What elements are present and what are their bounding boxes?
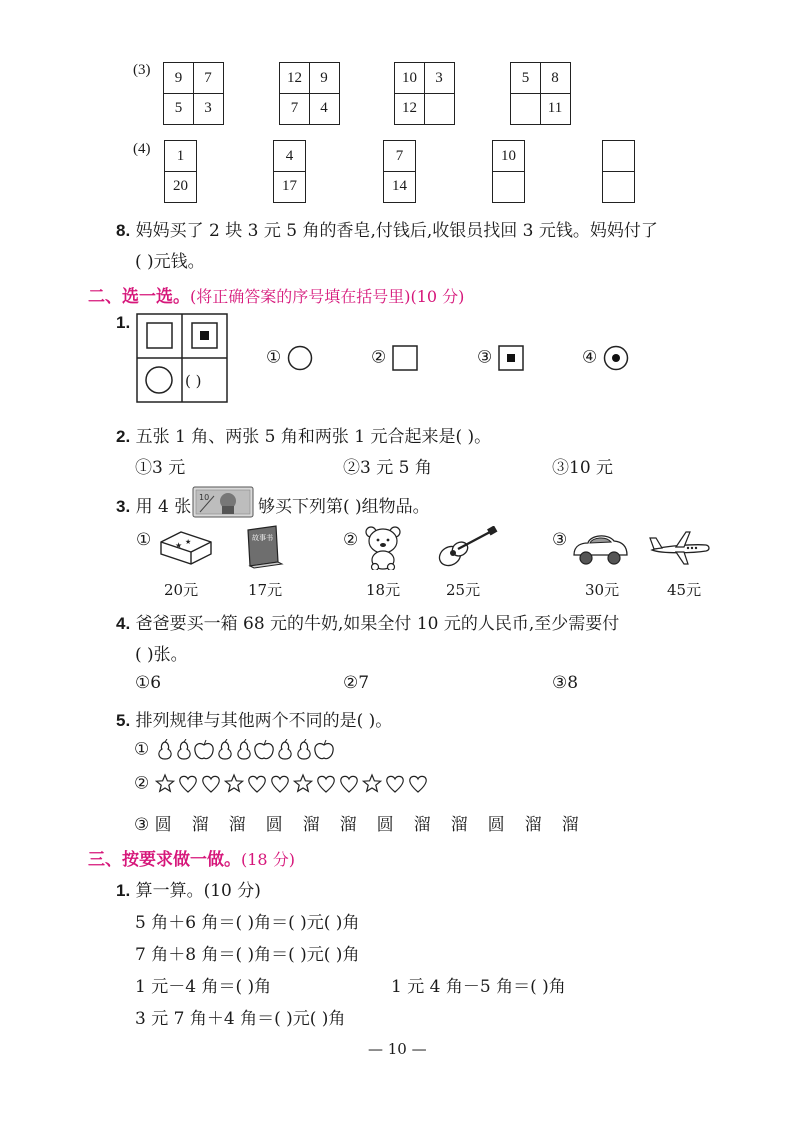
s2q1-number: 1. — [116, 313, 131, 332]
s2q2-text: 五张 1 角、两张 5 角和两张 1 元合起来是( )。 — [135, 427, 492, 447]
s2q4-option-2: ②7 — [343, 673, 370, 693]
group-3-marker: ③ — [552, 530, 568, 550]
s2q2-option-2: ②3 元 5 角 — [343, 458, 432, 478]
apple-icon — [255, 740, 273, 759]
grid-cell: 12 — [279, 62, 310, 94]
svg-text:★: ★ — [175, 541, 183, 550]
s2q1-blank: ( ) — [185, 372, 202, 390]
s2q4-option-1: ①6 — [135, 673, 162, 693]
pear-icon — [238, 739, 250, 759]
s2q2-option-3: ③10 元 — [552, 458, 614, 478]
s2q3-text-before: 用 4 张 — [135, 497, 192, 517]
grid-cell: 12 — [394, 93, 425, 125]
s2q4-text: 爸爸要买一箱 68 元的牛奶,如果全付 10 元的人民币,至少需要付 — [135, 614, 620, 634]
s2q3-number: 3. — [116, 497, 131, 516]
page-number: — 10 — — [368, 1040, 427, 1058]
char-pattern — [155, 815, 599, 835]
pattern-char: 圆 — [265, 815, 283, 835]
grid-cell — [424, 93, 455, 125]
svg-text:★: ★ — [185, 538, 192, 546]
pattern-char: 溜 — [302, 815, 320, 835]
price-pencil-box: 20元 — [164, 581, 199, 599]
pattern-char: 溜 — [228, 815, 246, 835]
apple-icon — [195, 740, 213, 759]
pattern-char: 圆 — [487, 815, 505, 835]
s2q4-option-3: ③8 — [552, 673, 579, 693]
pear-icon — [178, 739, 190, 759]
s2q2-number: 2. — [116, 427, 131, 446]
s3q1-line-1: 5 角＋6 角＝( )角＝( )元( )角 — [135, 913, 360, 933]
storybook-icon — [240, 524, 286, 570]
s2q2-question — [116, 422, 491, 447]
price-guitar: 25元 — [446, 581, 481, 599]
option-marker: ② — [371, 347, 387, 368]
pattern-char: 溜 — [450, 815, 468, 835]
s3q1-line-3: 1 元－4 角＝( )角 — [135, 977, 272, 997]
heart-icon — [202, 776, 218, 792]
grid-cell: 5 — [510, 62, 541, 94]
pear-icon — [159, 739, 171, 759]
column-cell: 7 — [383, 140, 416, 172]
pattern-char: 圆 — [154, 815, 172, 835]
option-marker: ① — [134, 739, 150, 760]
square-icon — [392, 345, 418, 371]
q8-number: 8. — [116, 221, 131, 240]
heart-icon — [271, 776, 287, 792]
grid-cell: 3 — [424, 62, 455, 94]
heart-icon — [340, 776, 356, 792]
grid-cell: 11 — [540, 93, 571, 125]
ten-yuan-banknote-icon — [192, 486, 254, 518]
s2q5-option-3 — [134, 810, 599, 835]
s2q3-question — [116, 492, 191, 517]
price-airplane: 45元 — [667, 581, 702, 599]
s2q1-option-4 — [582, 345, 629, 371]
heart-icon — [248, 776, 264, 792]
column-cell: 14 — [383, 171, 416, 203]
s2q1-option-2 — [371, 345, 418, 371]
section3-title: 三、按要求做一做。 — [88, 850, 241, 870]
option-marker: ④ — [582, 347, 598, 368]
option-marker: ③ — [477, 347, 493, 368]
shape-grid-puzzle — [136, 313, 228, 403]
price-toy-car: 30元 — [585, 581, 620, 599]
s3q1-number: 1. — [116, 881, 131, 900]
s2q1-option-1 — [266, 345, 313, 371]
section2-heading — [88, 282, 464, 307]
q7-row4-label: (4) — [133, 141, 151, 157]
heart-icon — [317, 776, 333, 792]
option-marker: ① — [266, 347, 282, 368]
group-1-marker: ① — [136, 530, 152, 550]
star-icon — [294, 775, 311, 791]
pattern-char: 溜 — [339, 815, 357, 835]
q7-row3-label: (3) — [133, 62, 151, 78]
s2q5-number: 5. — [116, 711, 131, 730]
column-cell: 20 — [164, 171, 197, 203]
airplane-icon — [648, 528, 712, 568]
s2q5-option-1 — [134, 739, 355, 761]
option-marker: ③ — [134, 815, 150, 835]
grid-cell — [510, 93, 541, 125]
pattern-char: 溜 — [561, 815, 579, 835]
q8-line1 — [116, 216, 658, 241]
section3-subtitle: (18 分) — [241, 850, 295, 869]
star-icon — [156, 775, 173, 791]
toy-car-icon — [570, 527, 630, 569]
column-cell — [492, 171, 525, 203]
guitar-icon — [436, 526, 498, 568]
s2q4-line1 — [116, 609, 619, 634]
heart-icon — [409, 776, 425, 792]
pear-icon — [279, 739, 291, 759]
grid-cell: 8 — [540, 62, 571, 94]
pattern-char: 溜 — [413, 815, 431, 835]
teddy-bear-icon — [362, 524, 404, 570]
s2q3-text-after: 够买下列第( )组物品。 — [258, 497, 430, 517]
s2q5-option-2 — [134, 773, 445, 795]
column-cell — [602, 140, 635, 172]
pattern-char: 溜 — [191, 815, 209, 835]
pattern-char: 圆 — [376, 815, 394, 835]
star-icon — [363, 775, 380, 791]
price-storybook: 17元 — [248, 581, 283, 599]
banknote-value: 10 — [199, 493, 210, 502]
column-cell: 4 — [273, 140, 306, 172]
price-teddy-bear: 18元 — [366, 581, 401, 599]
grid-cell: 7 — [279, 93, 310, 125]
heart-icon — [386, 776, 402, 792]
circle-icon — [287, 345, 313, 371]
apple-icon — [315, 740, 333, 759]
s2q1-option-3 — [477, 345, 524, 371]
s2q4-number: 4. — [116, 614, 131, 633]
grid-cell: 9 — [163, 62, 194, 94]
s2q5-text: 排列规律与其他两个不同的是( )。 — [135, 711, 393, 731]
s2q2-option-1: ①3 元 — [135, 458, 186, 478]
option-marker: ② — [134, 773, 150, 794]
grid-cell: 3 — [193, 93, 224, 125]
section2-title: 二、选一选。 — [88, 287, 190, 307]
pear-icon — [219, 739, 231, 759]
pencil-box-icon — [157, 528, 215, 566]
s3q1-heading — [116, 876, 261, 901]
column-cell — [602, 171, 635, 203]
circle-with-dot-icon — [603, 345, 629, 371]
group-2-marker: ② — [343, 530, 359, 550]
q8-line2: ( )元钱。 — [135, 252, 205, 272]
s3q1-line-2: 7 角＋8 角＝( )角＝( )元( )角 — [135, 945, 360, 965]
q8-text: 妈妈买了 2 块 3 元 5 角的香皂,付钱后,收银员找回 3 元钱。妈妈付了 — [135, 221, 658, 241]
section2-subtitle: (将正确答案的序号填在括号里)(10 分) — [190, 287, 465, 306]
star-heart-pattern — [155, 773, 445, 795]
square-with-dot-icon — [498, 345, 524, 371]
column-cell: 17 — [273, 171, 306, 203]
grid-cell: 7 — [193, 62, 224, 94]
section3-heading — [88, 845, 295, 870]
pear-icon — [298, 739, 310, 759]
grid-cell: 5 — [163, 93, 194, 125]
s2q4-line2: ( )张。 — [135, 645, 188, 665]
book-title: 故事书 — [252, 534, 273, 542]
column-cell: 10 — [492, 140, 525, 172]
pattern-char: 溜 — [524, 815, 542, 835]
grid-cell: 10 — [394, 62, 425, 94]
s3q1-line-4: 3 元 7 角＋4 角＝( )元( )角 — [135, 1009, 346, 1029]
heart-icon — [179, 776, 195, 792]
s2q5-question — [116, 706, 392, 731]
pear-apple-pattern — [155, 739, 355, 761]
grid-cell: 9 — [309, 62, 340, 94]
s3q1-line-3-right: 1 元 4 角－5 角＝( )角 — [391, 977, 566, 997]
s3q1-title: 算一算。(10 分) — [135, 881, 261, 901]
column-cell: 1 — [164, 140, 197, 172]
star-icon — [225, 775, 242, 791]
grid-cell: 4 — [309, 93, 340, 125]
